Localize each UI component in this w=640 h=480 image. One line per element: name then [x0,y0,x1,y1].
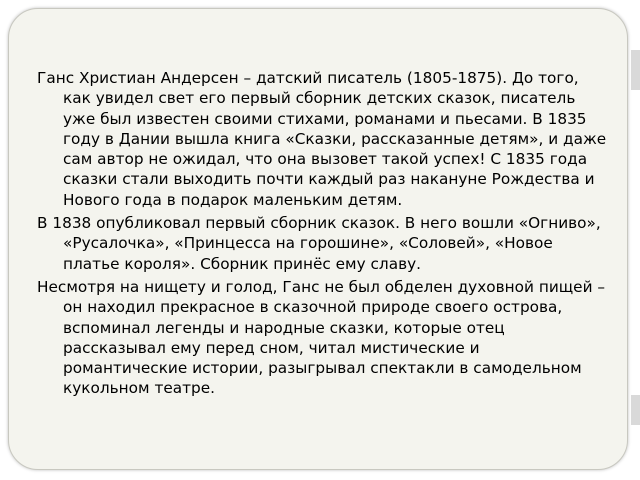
paragraph-biography: Ганс Христиан Андерсен – датский писатель (1805-1875). До того, как увидел свет его первый сборник детских сказок, писатель уже был известен своими стихами, романами и пьесами. В 1835 году в Дании вышла книга «Сказки, рассказанные детям», и даже сам автор не ожидал, что она вызовет такой успех! С 1835 года сказки стали выходить почти каждый раз накануне Рождества и Нового года в подарок маленьким детям. [37,69,607,209]
paragraph-first-collection: В 1838 опубликовал первый сборник сказок. В него вошли «Огниво», «Русалочка», «Принцесса на горошине», «Соловей», «Новое платье короля». Сборник принёс ему славу. [37,214,601,273]
paragraph-childhood: Несмотря на нищету и голод, Ганс не был обделен духовной пищей – он находил прекрасное в сказочной природе своего острова, вспоминал легенды и народные сказки, которые отец рассказывал ему перед сном, читал мистические и романтические истории, разыгрывал спектакли в самодельном кукольном театре. [37,277,606,398]
slide-body-text [37,68,607,402]
edge-decoration [631,50,640,90]
edge-decoration [631,395,640,425]
